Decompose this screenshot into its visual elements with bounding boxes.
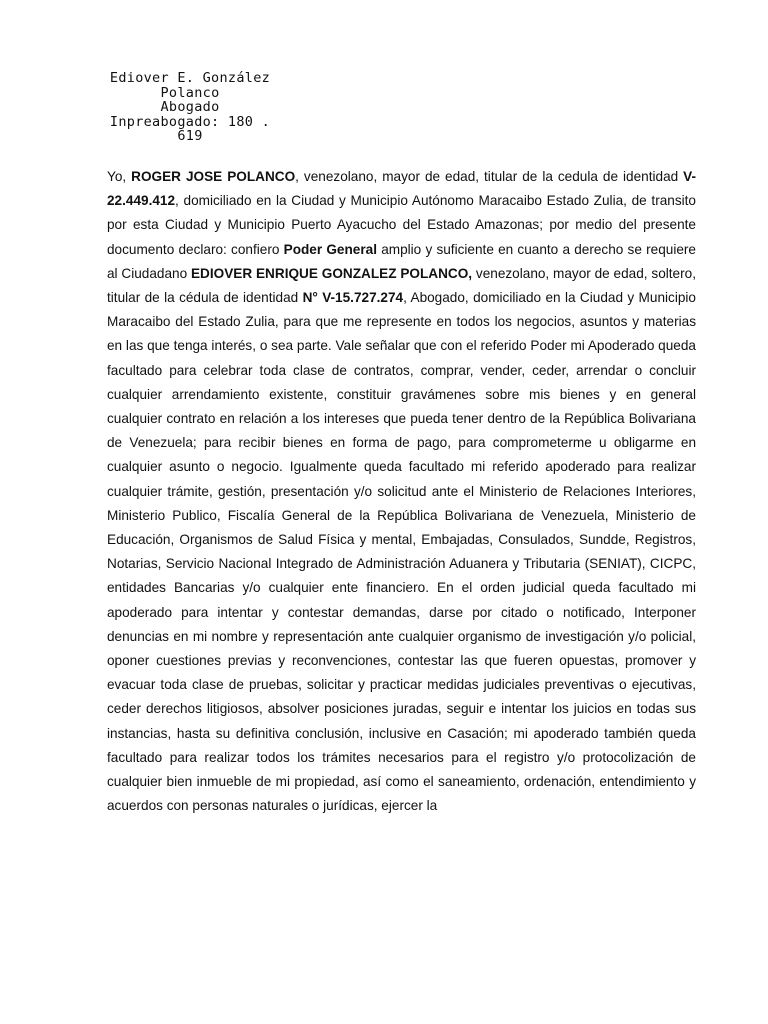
lawyer-name: Ediover E. González	[109, 70, 271, 86]
power-type: Poder General	[283, 241, 377, 257]
letterhead	[100, 71, 280, 144]
power-of-attorney-body	[107, 165, 696, 818]
body-paragraph	[107, 165, 696, 818]
attorney-name: EDIOVER ENRIQUE GONZALEZ POLANCO,	[190, 265, 473, 281]
lawyer-registry-number: 619	[177, 128, 203, 144]
text-segment: amplio y suficiente en cuanto a derecho se requiere al Ciudadano	[107, 241, 696, 281]
attorney-id: N° V-15.727.274	[302, 290, 404, 306]
grantor-id: V-22.449.412	[107, 169, 697, 209]
lawyer-surname: Polanco	[160, 84, 220, 101]
text-segment: venezolano, mayor de edad, soltero, titular de la cédula de identidad	[107, 265, 696, 306]
text-segment: , Abogado, domiciliado en la Ciudad y Municipio Maracaibo del Estado Zulia, para que me represente en todos los negocios, asuntos y materias en las que tenga interés, o sea parte. Vale señalar que con el referido Poder mi Apoderado queda facultado para celebrar toda clase de contratos, comprar, vender, ceder, arrendar o concluir cualquier arrendamiento existente, constituir gravámenes sobre mis bienes y en general cualquier contrato en relación a los intereses que pueda tener dentro de la República Bolivariana de Venezuela; para recibir bienes en forma de pago, para comprometerme u obligarme en cualquier asunto o negocio. Igualmente queda facultado mi referido apoderado para realizar cualquier trámite, gestión, presentación y/o solicitud ante el Ministerio de Relaciones Interiores, Ministerio Publico, Fiscalía General de la República Bolivariana de Venezuela, Ministerio de Educación, Organismos de Salud Física y mental, Embajadas, Consulados, Sundde, Registros, Notarias, Servicio Nacional Integrado de Administración Aduanera y Tributaria (SENIAT), CICPC, entidades Bancarias y/o cualquier ente financiero. En el orden judicial queda facultado mi apoderado para intentar y contestar demandas, darse por citado o notificado, Interponer denuncias en mi nombre y representación ante cualquier organismo de investigación y/o policial, oponer cuestiones previas y reconvenciones, contestar las que fueren opuestas, promover y evacuar toda clase de pruebas, solicitar y practicar medidas judiciales preventivas o ejecutivas, ceder derechos litigiosos, absolver posiciones juradas, seguir e intentar los juicios en todas sus instancias, hasta su definitiva conclusión, inclusive en Casación; mi apoderado también queda facultado para realizar todos los trámites necesarios para el registro y/o protocolización de cualquier bien inmueble de mi propiedad, así como el saneamiento, ordenación, entendimiento y acuerdos con personas naturales o jurídicas, ejercer la	[107, 290, 696, 814]
text-segment: , venezolano, mayor de edad, titular de la cedula de identidad	[295, 169, 684, 184]
lawyer-registry: Inpreabogado: 180 .	[109, 113, 271, 130]
grantor-name: ROGER JOSE POLANCO	[131, 169, 296, 184]
text-segment: Yo,	[107, 169, 132, 184]
lawyer-profession: Abogado	[160, 99, 220, 115]
text-segment: , domiciliado en la Ciudad y Municipio Autónomo Maracaibo Estado Zulia, de transito por esta Ciudad y Municipio Puerto Ayacucho del Estado Amazonas; por medio del presente documento declaro: confiero	[107, 193, 696, 257]
